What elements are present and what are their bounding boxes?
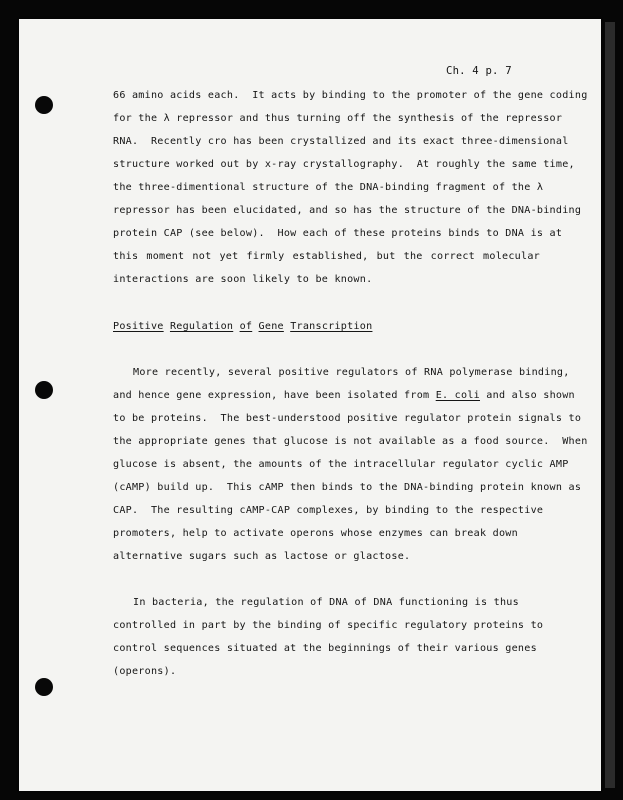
text-line: (operons). [113, 666, 177, 677]
text-line: interactions are soon likely to be known. [113, 274, 373, 285]
page-reference: Ch. 4 p. 7 [446, 65, 512, 77]
punch-hole [35, 678, 53, 696]
heading-word: Regulation [169, 321, 234, 332]
text-span: and hence gene expression, have been isolated from [113, 390, 436, 401]
text-line: (cAMP) build up. This cAMP then binds to the DNA-binding protein known as [113, 482, 582, 493]
page-edge-shadow [605, 22, 615, 788]
punch-hole [35, 381, 53, 399]
text-line: alternative sugars such as lactose or glactose. [113, 551, 411, 562]
text-line: protein CAP (see below). How each of these proteins binds to DNA is at [113, 228, 563, 239]
text-span: and also shown [479, 390, 575, 401]
text-line: controlled in part by the binding of specific regulatory proteins to [113, 620, 544, 631]
text-line: promoters, help to activate operons whose enzymes can break down [113, 528, 518, 539]
heading-word: of [239, 321, 253, 332]
text-line: 66 amino acids each. It acts by binding to the promoter of the gene coding [113, 90, 588, 101]
heading-word: Gene [258, 321, 284, 332]
text-line: control sequences situated at the beginnings of their various genes [113, 643, 537, 654]
text-line: for the λ repressor and thus turning off the synthesis of the repressor [113, 113, 563, 124]
text-line: RNA. Recently cro has been crystallized and its exact three-dimensional [113, 136, 569, 147]
text-line: the appropriate genes that glucose is not available as a food source. When [113, 436, 588, 447]
text-line: the three-dimentional structure of the DNA-binding fragment of the λ [113, 182, 544, 193]
text-line: repressor has been elucidated, and so has the structure of the DNA-binding [113, 205, 582, 216]
text-line: CAP. The resulting cAMP-CAP complexes, by binding to the respective [113, 505, 544, 516]
text-line: to be proteins. The best-understood positive regulator protein signals to [113, 413, 582, 424]
species-name: E. coli [435, 390, 480, 401]
text-line: More recently, several positive regulators of RNA polymerase binding, [133, 367, 570, 378]
text-line: In bacteria, the regulation of DNA of DNA functioning is thus [133, 597, 519, 608]
text-line: glucose is absent, the amounts of the intracellular regulator cyclic AMP [113, 459, 569, 470]
heading-word: Positive [113, 321, 164, 332]
heading-word: Transcription [290, 321, 373, 332]
section-heading [113, 321, 372, 333]
text-line: this moment not yet firmly established, but the correct molecular [113, 251, 540, 262]
paper-page [19, 19, 601, 791]
punch-hole [35, 96, 53, 114]
text-line [113, 390, 575, 402]
text-line: structure worked out by x-ray crystallography. At roughly the same time, [113, 159, 575, 170]
